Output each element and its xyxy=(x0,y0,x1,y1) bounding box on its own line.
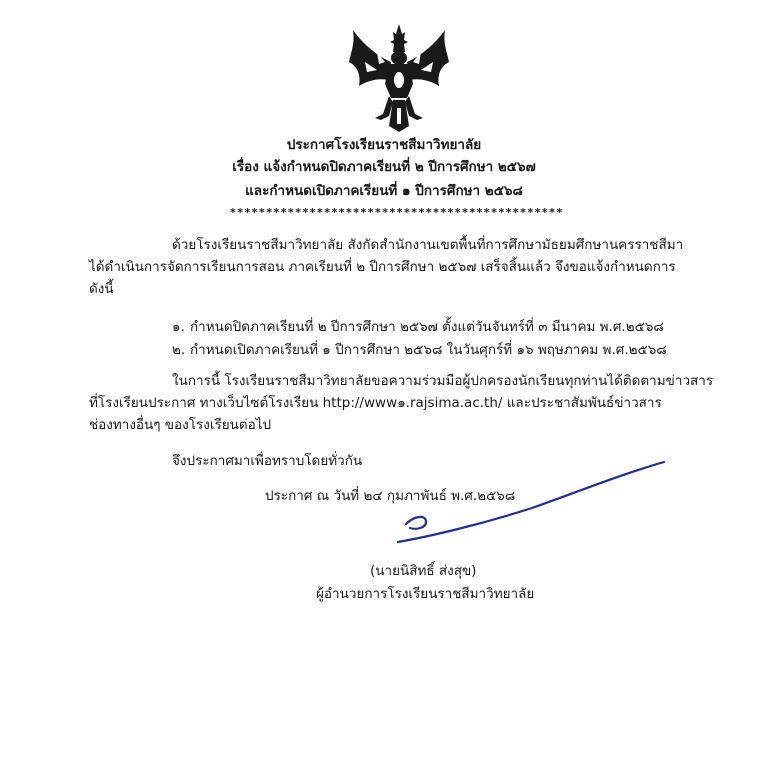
announcement-title: ประกาศโรงเรียนราชสีมาวิทยาลัย xyxy=(286,137,482,153)
announcement-date: ประกาศ ณ วันที่ ๒๔ กุมภาพันธ์ พ.ศ.๒๕๖๘ xyxy=(265,488,516,504)
list-item-number: ๒. xyxy=(172,342,186,358)
subject-line-2: และกำหนดเปิดภาคเรียนที่ ๑ ปีการศึกษา ๒๕๖๘ xyxy=(245,183,523,199)
intro-line-3: ดังนี้ xyxy=(89,281,114,297)
para2-line-1: ในการนี้ โรงเรียนราชสีมาวิทยาลัยขอความร่วมมือผู้ปกครองนักเรียนทุกท่านได้ติดตามข่าวสาร xyxy=(172,373,714,389)
intro-line-2: ได้ดำเนินการจัดการเรียนการสอน ภาคเรียนที่ ๒ ปีการศึกษา ๒๕๖๗ เสร็จสิ้นแล้ว จึงขอแจ้งกำหนดการ xyxy=(89,259,676,275)
intro-line-1: ด้วยโรงเรียนราชสีมาวิทยาลัย สังกัดสำนักงานเขตพื้นที่การศึกษามัธยมศึกษานครราชสีมา xyxy=(172,237,684,253)
list-item-text: กำหนดปิดภาคเรียนที่ ๒ ปีการศึกษา ๒๕๖๗ ตั้งแต่วันจันทร์ที่ ๓ มีนาคม พ.ศ.๒๕๖๘ xyxy=(190,319,664,335)
para2-line-3: ช่องทางอื่นๆ ของโรงเรียนต่อไป xyxy=(89,417,272,433)
handwritten-signature xyxy=(392,458,668,558)
subject-line-1: เรื่อง แจ้งกำหนดปิดภาคเรียนที่ ๒ ปีการศึกษา ๒๕๖๗ xyxy=(232,159,536,175)
garuda-emblem-icon xyxy=(347,22,451,134)
para2-line-2: ที่โรงเรียนประกาศ ทางเว็บไซต์โรงเรียน http://www๑.rajsima.ac.th/ และประชาสัมพันธ์ข่าวสาร xyxy=(89,395,662,411)
list-item-text: กำหนดเปิดภาคเรียนที่ ๑ ปีการศึกษา ๒๕๖๘ ในวันศุกร์ที่ ๑๖ พฤษภาคม พ.ศ.๒๕๖๘ xyxy=(190,342,667,358)
closing-statement: จึงประกาศมาเพื่อทราบโดยทั่วกัน xyxy=(172,453,363,469)
signer-name: (นายนิสิทธิ์ ส่งสุข) xyxy=(370,563,477,579)
list-item-number: ๑. xyxy=(172,319,185,335)
signer-title: ผู้อำนวยการโรงเรียนราชสีมาวิทยาลัย xyxy=(316,586,535,602)
separator-stars: ********************************************** xyxy=(230,206,564,219)
